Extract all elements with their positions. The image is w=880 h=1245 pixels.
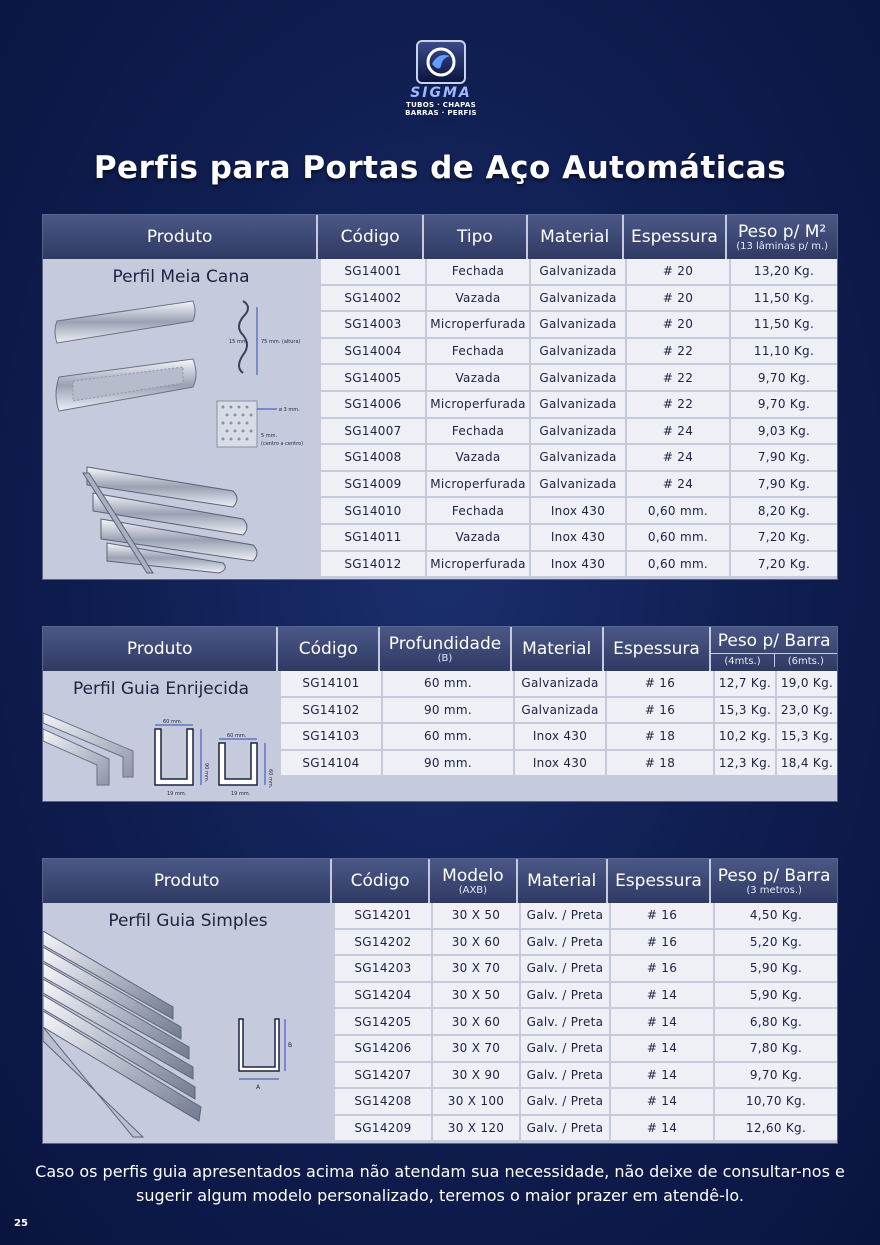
guia-enrijecida-illustration <box>43 699 279 799</box>
cell-modelo: 30 X 50 <box>433 983 519 1008</box>
table-row <box>279 698 837 725</box>
table-row <box>333 930 837 957</box>
product-name: Perfil Guia Simples <box>108 911 268 931</box>
table-body <box>333 903 837 1143</box>
cell-material: Galvanizada <box>531 339 625 364</box>
dim-spacing-note: (centro a centro) <box>261 441 304 447</box>
table-row <box>279 724 837 751</box>
cell-espessura: 0,60 mm. <box>627 552 729 577</box>
cell-codigo: SG14104 <box>281 751 381 776</box>
product-name: Perfil Meia Cana <box>112 267 250 287</box>
header-material: Material <box>512 627 604 671</box>
cell-espessura: # 14 <box>611 1063 713 1088</box>
cell-espessura: # 14 <box>611 1089 713 1114</box>
table-row <box>333 1009 837 1036</box>
dim-height: 75 mm. (altura) <box>261 339 301 345</box>
cell-material: Galvanizada <box>531 365 625 390</box>
cell-espessura: # 20 <box>627 312 729 337</box>
cell-material: Galv. / Preta <box>521 1009 609 1034</box>
dim-a: A <box>256 1084 261 1091</box>
dim-hole: ø 3 mm. <box>279 407 300 413</box>
cell-codigo: SG14006 <box>321 392 425 417</box>
table-row <box>333 903 837 930</box>
cell-material: Galvanizada <box>531 445 625 470</box>
cell-material: Galv. / Preta <box>521 1063 609 1088</box>
table-row <box>319 312 837 339</box>
cell-modelo: 30 X 60 <box>433 930 519 955</box>
cell-codigo: SG14102 <box>281 698 381 723</box>
cell-codigo: SG14202 <box>335 930 431 955</box>
cell-modelo: 30 X 70 <box>433 1036 519 1061</box>
cell-modelo: 30 X 50 <box>433 903 519 928</box>
table-row <box>333 1089 837 1116</box>
header-tipo: Tipo <box>424 215 528 259</box>
cell-tipo: Microperfurada <box>427 312 529 337</box>
cell-peso: 12,60 Kg. <box>715 1116 837 1141</box>
cell-peso: 8,20 Kg. <box>731 498 837 523</box>
header-peso: Peso p/ Barra (3 metros.) <box>717 865 831 896</box>
cell-tipo: Fechada <box>427 259 529 284</box>
dim-w1: 60 mm. <box>163 719 183 725</box>
cell-peso: 11,10 Kg. <box>731 339 837 364</box>
table-perfil-guia-enrijecida <box>42 626 838 802</box>
header-codigo: Código <box>318 215 424 259</box>
sigma-logo <box>398 40 484 117</box>
meia-cana-illustration <box>43 287 319 577</box>
dim-h1: 90 mm. <box>203 763 209 783</box>
cell-p4: 12,7 Kg. <box>715 671 775 696</box>
table-row <box>333 956 837 983</box>
cell-material: Inox 430 <box>531 498 625 523</box>
page-number: 25 <box>14 1218 28 1229</box>
dim-h2: 60 mm. <box>267 769 273 789</box>
header-peso-6mts: (6mts.) <box>774 653 837 667</box>
cell-material: Galv. / Preta <box>521 903 609 928</box>
table-row <box>319 365 837 392</box>
cell-espessura: # 20 <box>627 259 729 284</box>
cell-material: Galvanizada <box>531 312 625 337</box>
table-row <box>319 445 837 472</box>
cell-tipo: Vazada <box>427 525 529 550</box>
cell-material: Inox 430 <box>531 525 625 550</box>
dim-spacing: 5 mm. <box>261 433 278 439</box>
cell-tipo: Vazada <box>427 286 529 311</box>
cell-material: Galv. / Preta <box>521 1116 609 1141</box>
cell-espessura: # 14 <box>611 1036 713 1061</box>
table-body <box>319 259 837 579</box>
cell-peso: 7,80 Kg. <box>715 1036 837 1061</box>
cell-peso: 11,50 Kg. <box>731 312 837 337</box>
cell-espessura: # 16 <box>611 903 713 928</box>
table-row <box>319 419 837 446</box>
cell-codigo: SG14005 <box>321 365 425 390</box>
table-row <box>333 1036 837 1063</box>
cell-material: Galv. / Preta <box>521 983 609 1008</box>
cell-tipo: Fechada <box>427 498 529 523</box>
header-codigo: Código <box>332 859 430 903</box>
cell-material: Galvanizada <box>531 419 625 444</box>
product-cell <box>43 259 319 579</box>
header-codigo: Código <box>278 627 380 671</box>
cell-espessura: # 24 <box>627 472 729 497</box>
cell-peso: 7,90 Kg. <box>731 472 837 497</box>
cell-codigo: SG14010 <box>321 498 425 523</box>
cell-tipo: Microperfurada <box>427 392 529 417</box>
cell-material: Galvanizada <box>531 286 625 311</box>
cell-p4: 12,3 Kg. <box>715 751 775 776</box>
logo-tagline-2: BARRAS · PERFIS <box>405 109 477 117</box>
cell-peso: 10,70 Kg. <box>715 1089 837 1114</box>
cell-peso: 9,03 Kg. <box>731 419 837 444</box>
cell-codigo: SG14008 <box>321 445 425 470</box>
cell-material: Galvanizada <box>515 698 605 723</box>
cell-p6: 23,0 Kg. <box>777 698 837 723</box>
cell-espessura: # 14 <box>611 1116 713 1141</box>
header-espessura: Espessura <box>608 859 712 903</box>
header-material: Material <box>528 215 624 259</box>
cell-peso: 5,90 Kg. <box>715 983 837 1008</box>
guia-simples-illustration <box>43 931 333 1141</box>
logo-name: SIGMA <box>410 85 472 101</box>
cell-espessura: # 24 <box>627 419 729 444</box>
table-row <box>279 671 837 698</box>
table-row <box>279 751 837 778</box>
cell-codigo: SG14009 <box>321 472 425 497</box>
cell-espessura: # 16 <box>611 930 713 955</box>
header-profundidade: Profundidade (B) <box>380 627 512 671</box>
cell-p4: 10,2 Kg. <box>715 724 775 749</box>
cell-peso: 7,20 Kg. <box>731 525 837 550</box>
sigma-emblem-icon <box>416 40 466 84</box>
cell-peso: 5,20 Kg. <box>715 930 837 955</box>
table-row <box>319 552 837 579</box>
cell-material: Galvanizada <box>515 671 605 696</box>
cell-material: Galvanizada <box>531 472 625 497</box>
cell-espessura: # 18 <box>607 724 713 749</box>
cell-codigo: SG14201 <box>335 903 431 928</box>
cell-material: Galvanizada <box>531 392 625 417</box>
table-row <box>319 339 837 366</box>
cell-espessura: # 16 <box>607 671 713 696</box>
table-body <box>279 671 837 801</box>
header-peso: Peso p/ Barra (4mts.) (6mts.) <box>711 627 837 671</box>
cell-codigo: SG14207 <box>335 1063 431 1088</box>
cell-espessura: # 22 <box>627 365 729 390</box>
cell-prof: 60 mm. <box>383 671 513 696</box>
cell-espessura: # 20 <box>627 286 729 311</box>
cell-peso: 6,80 Kg. <box>715 1009 837 1034</box>
cell-tipo: Fechada <box>427 339 529 364</box>
table-row <box>333 1116 837 1143</box>
product-cell <box>43 903 333 1143</box>
cell-prof: 90 mm. <box>383 751 513 776</box>
cell-prof: 60 mm. <box>383 724 513 749</box>
cell-peso: 9,70 Kg. <box>715 1063 837 1088</box>
cell-espessura: # 14 <box>611 983 713 1008</box>
cell-codigo: SG14003 <box>321 312 425 337</box>
header-espessura: Espessura <box>624 215 728 259</box>
header-espessura: Espessura <box>604 627 712 671</box>
cell-espessura: # 22 <box>627 339 729 364</box>
table-row <box>319 392 837 419</box>
cell-codigo: SG14101 <box>281 671 381 696</box>
cell-material: Galv. / Preta <box>521 1036 609 1061</box>
cell-espessura: 0,60 mm. <box>627 525 729 550</box>
cell-peso: 7,20 Kg. <box>731 552 837 577</box>
cell-peso: 4,50 Kg. <box>715 903 837 928</box>
cell-espessura: # 22 <box>627 392 729 417</box>
cell-codigo: SG14004 <box>321 339 425 364</box>
table-header <box>43 627 837 671</box>
cell-codigo: SG14208 <box>335 1089 431 1114</box>
cell-espessura: # 18 <box>607 751 713 776</box>
cell-tipo: Vazada <box>427 365 529 390</box>
cell-codigo: SG14209 <box>335 1116 431 1141</box>
header-produto: Produto <box>43 215 318 259</box>
table-row <box>319 498 837 525</box>
dim-w2: 60 mm. <box>227 733 247 739</box>
cell-material: Galvanizada <box>531 259 625 284</box>
table-row <box>319 472 837 499</box>
cell-material: Inox 430 <box>515 751 605 776</box>
cell-codigo: SG14007 <box>321 419 425 444</box>
dim-base-1: 19 mm. <box>167 791 187 797</box>
cell-codigo: SG14205 <box>335 1009 431 1034</box>
table-row <box>319 525 837 552</box>
dim-base-2: 19 mm. <box>231 791 251 797</box>
cell-espessura: # 16 <box>611 956 713 981</box>
cell-peso: 11,50 Kg. <box>731 286 837 311</box>
cell-espessura: # 14 <box>611 1009 713 1034</box>
cell-peso: 9,70 Kg. <box>731 392 837 417</box>
cell-prof: 90 mm. <box>383 698 513 723</box>
footer-note: Caso os perfis guia apresentados acima não atendam sua necessidade, não deixe de consultar-nos e sugerir algum modelo personalizado, teremos o maior prazer em atendê-lo. <box>35 1162 845 1205</box>
cell-codigo: SG14002 <box>321 286 425 311</box>
cell-espessura: # 16 <box>607 698 713 723</box>
page-title: Perfis para Portas de Aço Automáticas <box>93 150 787 186</box>
cell-espessura: 0,60 mm. <box>627 498 729 523</box>
cell-material: Galv. / Preta <box>521 930 609 955</box>
table-header <box>43 215 837 259</box>
logo-tagline-1: TUBOS · CHAPAS <box>406 101 476 109</box>
table-row <box>333 1063 837 1090</box>
table-row <box>333 983 837 1010</box>
table-perfil-meia-cana <box>42 214 838 580</box>
table-row <box>319 259 837 286</box>
header-peso: Peso p/ M² (13 lâminas p/ m.) <box>736 221 829 252</box>
cell-material: Inox 430 <box>531 552 625 577</box>
header-modelo: Modelo (AXB) <box>430 859 518 903</box>
cell-codigo: SG14204 <box>335 983 431 1008</box>
header-material: Material <box>518 859 608 903</box>
cell-modelo: 30 X 90 <box>433 1063 519 1088</box>
cell-tipo: Microperfurada <box>427 552 529 577</box>
product-name: Perfil Guia Enrijecida <box>72 679 250 699</box>
cell-codigo: SG14206 <box>335 1036 431 1061</box>
cell-espessura: # 24 <box>627 445 729 470</box>
cell-codigo: SG14012 <box>321 552 425 577</box>
cell-modelo: 30 X 100 <box>433 1089 519 1114</box>
cell-codigo: SG14001 <box>321 259 425 284</box>
cell-peso: 13,20 Kg. <box>731 259 837 284</box>
cell-material: Galv. / Preta <box>521 1089 609 1114</box>
cell-peso: 7,90 Kg. <box>731 445 837 470</box>
cell-p4: 15,3 Kg. <box>715 698 775 723</box>
cell-codigo: SG14011 <box>321 525 425 550</box>
cell-p6: 18,4 Kg. <box>777 751 837 776</box>
header-produto: Produto <box>43 627 278 671</box>
cell-material: Inox 430 <box>515 724 605 749</box>
cell-modelo: 30 X 70 <box>433 956 519 981</box>
product-cell <box>43 671 279 801</box>
cell-modelo: 30 X 120 <box>433 1116 519 1141</box>
dim-width: 15 mm. <box>229 339 249 345</box>
table-perfil-guia-simples <box>42 858 838 1144</box>
dim-b: B <box>288 1042 293 1049</box>
cell-p6: 19,0 Kg. <box>777 671 837 696</box>
cell-modelo: 30 X 60 <box>433 1009 519 1034</box>
cell-tipo: Fechada <box>427 419 529 444</box>
header-produto: Produto <box>43 859 332 903</box>
header-peso-4mts: (4mts.) <box>711 653 773 667</box>
cell-peso: 9,70 Kg. <box>731 365 837 390</box>
cell-p6: 15,3 Kg. <box>777 724 837 749</box>
cell-tipo: Microperfurada <box>427 472 529 497</box>
cell-codigo: SG14103 <box>281 724 381 749</box>
cell-tipo: Vazada <box>427 445 529 470</box>
cell-peso: 5,90 Kg. <box>715 956 837 981</box>
cell-material: Galv. / Preta <box>521 956 609 981</box>
table-header <box>43 859 837 903</box>
table-row <box>319 286 837 313</box>
cell-codigo: SG14203 <box>335 956 431 981</box>
